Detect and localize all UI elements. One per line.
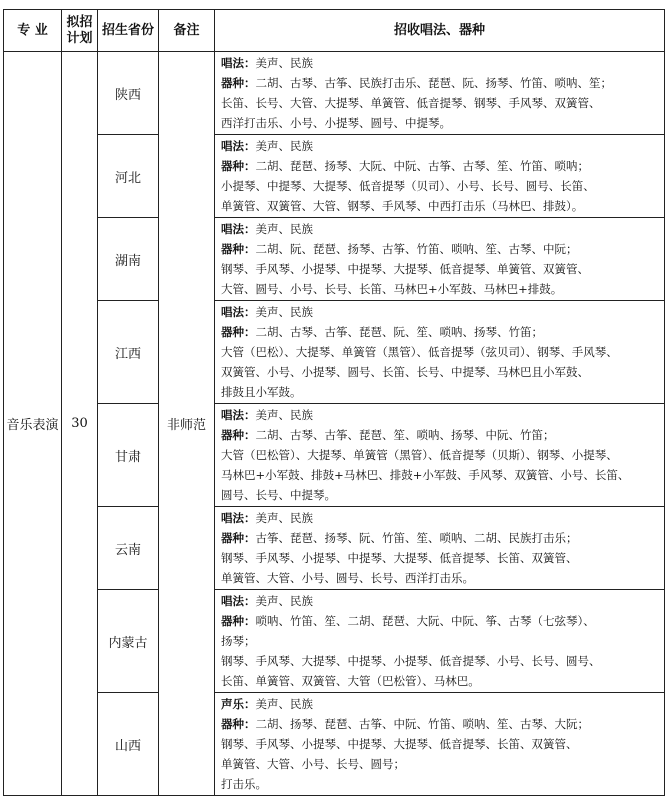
province-cell: 内蒙古 [98,590,159,693]
detail-text: 双簧管、小号、小提琴、圆号、长笛、长号、中提琴、马林巴且小军鼓、 [221,365,589,379]
detail-label: 器种： [221,325,256,339]
detail-line [221,93,662,113]
table-row [4,301,665,404]
header-province: 招生省份 [98,10,159,52]
detail-label: 唱法： [221,139,256,153]
detail-line [221,405,662,425]
detail-text: 单簧管、大管、小号、长号、圆号； [221,757,405,771]
detail-line [221,734,662,754]
detail-line [221,259,662,279]
detail-line [221,136,662,156]
detail-line [221,611,662,631]
detail-text: 二胡、古琴、古筝、民族打击乐、琵琶、阮、扬琴、竹笛、唢呐、笙； [255,76,612,90]
detail-cell [215,507,665,590]
detail-text: 二胡、扬琴、琵琶、古筝、中阮、竹笛、唢呐、笙、古琴、大阮； [255,717,589,731]
detail-cell [215,218,665,301]
detail-line [221,445,662,465]
header-plan-line1: 拟招 [66,14,93,30]
detail-text: 美声、民族 [255,222,313,236]
detail-text: 钢琴、手风琴、大提琴、中提琴、小提琴、低音提琴、小号、长号、圆号、 [221,654,601,668]
detail-line [221,651,662,671]
detail-line [221,631,662,651]
detail-line [221,322,662,342]
detail-text: 排鼓且小军鼓。 [221,385,302,399]
table-row [4,218,665,301]
detail-text: 圆号、长号、中提琴。 [221,488,336,502]
province-cell: 江西 [98,301,159,404]
detail-line [221,694,662,714]
detail-label: 唱法： [221,408,256,422]
detail-text: 大管（巴松管）、大提琴、单簧管（黑管）、低音提琴（贝斯）、钢琴、小提琴、 [221,448,618,462]
header-plan [62,10,98,52]
detail-text: 钢琴、手风琴、小提琴、中提琴、大提琴、低音提琴、单簧管、双簧管、 [221,262,589,276]
header-row [4,10,665,52]
detail-line [221,465,662,485]
detail-text: 打击乐。 [221,777,267,791]
detail-text: 长笛、长号、大管、大提琴、单簧管、低音提琴、钢琴、手风琴、双簧管、 [221,96,601,110]
detail-text: 单簧管、大管、小号、圆号、长号、西洋打击乐。 [221,571,474,585]
detail-text: 美声、民族 [255,305,313,319]
detail-text: 长笛、单簧管、双簧管、大管（巴松管）、马林巴。 [221,674,480,688]
province-cell: 陕西 [98,52,159,135]
detail-line [221,528,662,548]
detail-label: 器种： [221,717,256,731]
detail-text: 马林巴+小军鼓、排鼓+马林巴、排鼓+小军鼓、手风琴、双簧管、小号、长笛、 [221,468,630,482]
province-cell: 山西 [98,693,159,796]
header-major: 专 业 [4,10,62,52]
table-row [4,590,665,693]
detail-text: 美声、民族 [255,511,313,525]
header-note: 备注 [159,10,215,52]
province-cell: 甘肃 [98,404,159,507]
detail-line [221,342,662,362]
detail-text: 小提琴、中提琴、大提琴、低音提琴（贝司）、小号、长号、圆号、长笛、 [221,179,595,193]
detail-text: 美声、民族 [255,408,313,422]
plan-cell: 30 [62,52,98,796]
table-row [4,135,665,218]
detail-text: 美声、民族 [255,594,313,608]
detail-label: 器种： [221,159,256,173]
detail-line [221,671,662,691]
detail-line [221,53,662,73]
detail-line [221,113,662,133]
detail-line [221,714,662,734]
detail-cell [215,590,665,693]
detail-line [221,774,662,794]
detail-cell [215,404,665,507]
table-row [4,693,665,796]
detail-line [221,548,662,568]
detail-line [221,279,662,299]
detail-label: 声乐： [221,697,256,711]
detail-label: 器种： [221,428,256,442]
detail-line [221,508,662,528]
detail-text: 钢琴、手风琴、小提琴、中提琴、大提琴、低音提琴、长笛、双簧管、 [221,737,578,751]
detail-text: 二胡、古琴、古筝、琵琶、阮、笙、唢呐、扬琴、竹笛； [255,325,543,339]
detail-text: 二胡、阮、琵琶、扬琴、古筝、竹笛、唢呐、笙、古琴、中阮； [255,242,578,256]
detail-line [221,425,662,445]
detail-line [221,362,662,382]
detail-label: 器种： [221,614,256,628]
province-cell: 云南 [98,507,159,590]
detail-line [221,196,662,216]
detail-label: 器种： [221,531,256,545]
detail-label: 器种： [221,242,256,256]
detail-cell [215,135,665,218]
detail-line [221,302,662,322]
detail-text: 唢呐、竹笛、笙、二胡、琵琶、大阮、中阮、筝、古琴（七弦琴）、 [255,614,595,628]
detail-line [221,219,662,239]
major-cell: 音乐表演 [4,52,62,796]
detail-text: 美声、民族 [255,697,313,711]
detail-label: 唱法： [221,511,256,525]
detail-line [221,485,662,505]
province-cell: 湖南 [98,218,159,301]
province-cell: 河北 [98,135,159,218]
detail-line [221,73,662,93]
detail-label: 唱法： [221,305,256,319]
detail-label: 唱法： [221,594,256,608]
detail-cell [215,301,665,404]
header-detail: 招收唱法、器种 [215,10,665,52]
header-plan-line2: 计划 [66,30,93,46]
detail-text: 扬琴； [221,634,256,648]
detail-text: 二胡、古琴、古筝、琵琶、笙、唢呐、扬琴、中阮、竹笛； [255,428,555,442]
detail-label: 唱法： [221,56,256,70]
note-cell: 非师范 [159,52,215,796]
detail-line [221,239,662,259]
table-row [4,52,665,135]
detail-line [221,176,662,196]
table-row [4,507,665,590]
detail-text: 钢琴、手风琴、小提琴、中提琴、大提琴、低音提琴、长笛、双簧管、 [221,551,578,565]
detail-line [221,568,662,588]
detail-line [221,754,662,774]
detail-text: 大管、圆号、小号、长号、长笛、马林巴+小军鼓、马林巴+排鼓。 [221,282,563,296]
detail-text: 西洋打击乐、小号、小提琴、圆号、中提琴。 [221,116,451,130]
detail-line [221,156,662,176]
admission-table [3,9,665,796]
detail-text: 美声、民族 [255,139,313,153]
detail-line [221,382,662,402]
table-row [4,404,665,507]
table-body [4,52,665,796]
detail-text: 单簧管、双簧管、大管、钢琴、手风琴、中西打击乐（马林巴、排鼓）。 [221,199,584,213]
detail-text: 大管（巴松）、大提琴、单簧管（黑管）、低音提琴（弦贝司）、钢琴、手风琴、 [221,345,618,359]
detail-cell [215,693,665,796]
detail-label: 唱法： [221,222,256,236]
detail-text: 古筝、琵琶、扬琴、阮、竹笛、笙、唢呐、二胡、民族打击乐； [255,531,578,545]
detail-label: 器种： [221,76,256,90]
detail-text: 美声、民族 [255,56,313,70]
detail-line [221,591,662,611]
detail-cell [215,52,665,135]
detail-text: 二胡、琵琶、扬琴、大阮、中阮、古筝、古琴、笙、竹笛、唢呐； [255,159,589,173]
